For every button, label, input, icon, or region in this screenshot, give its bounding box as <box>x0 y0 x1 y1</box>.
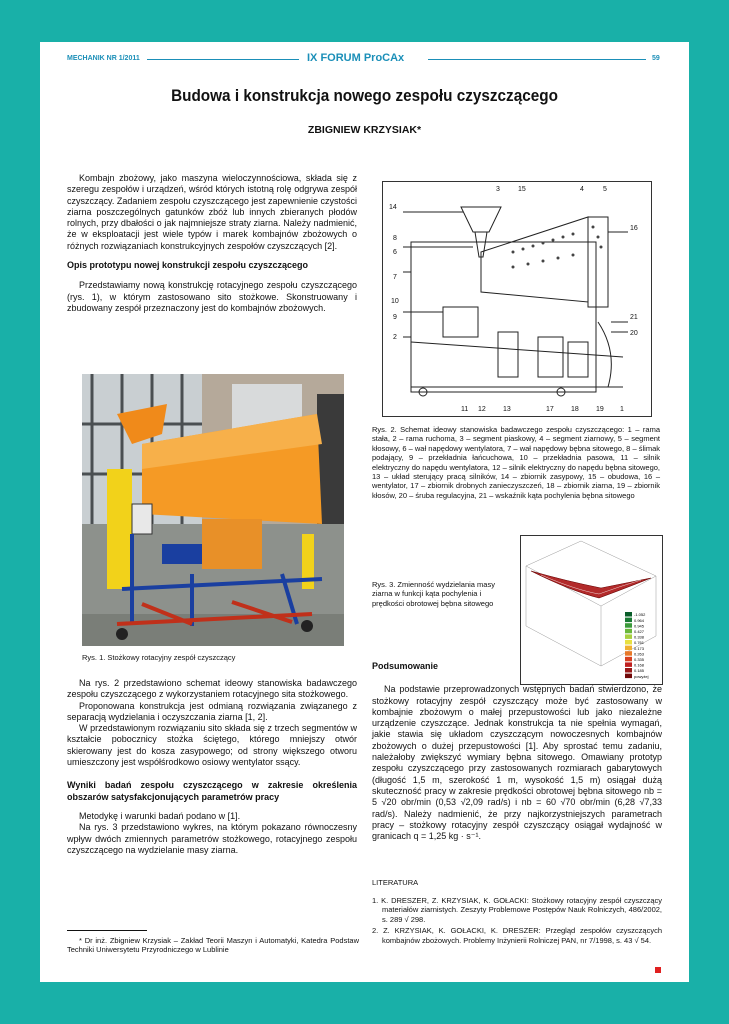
legend-swatch <box>625 612 632 617</box>
fig1-caption: Rys. 1. Stożkowy rotacyjny zespół czyszczący <box>82 653 236 662</box>
body-paragraph: Metodykę i warunki badań podano w [1]. <box>79 810 241 821</box>
fig2-label: 7 <box>393 274 397 281</box>
left-body <box>67 678 357 856</box>
fig2-label: 17 <box>546 406 554 413</box>
fig2-label: 5 <box>603 186 607 193</box>
legend-label: 0.338 <box>634 634 645 640</box>
fig2-label: 20 <box>630 330 638 337</box>
fig2-label: 15 <box>518 186 526 193</box>
legend-label: 0.964 <box>634 617 645 623</box>
fig2-label: 1 <box>620 406 624 413</box>
fig2-caption: Rys. 2. Schemat ideowy stanowiska badawczego zespołu czyszczącego: 1 – rama stała, 2 – rama ruchoma, 3 – segment piaskowy, 4 – segment ziarnowy, 5 – segment kłosowy, 6 – wał napędowy wentylatora, 7 – wał napędowy bębna sitowego, 8 – ślimak podający, 9 – przekładnia łańcuchowa, 10 – przekładnia pasowa, 11 – silnik elektryczny do napędu wentylatora, 12 – silnik elektryczny do napędu bębna sitowego, 13 – układ sterujący pracą silników, 14 – zbiornik zasypowy, 15 – obudowa, 16 – wentylator, 17 – zbiornik drobnych zanieczyszczeń, 18 – zbiornik ziarna, 19 – zbiornik kłosów, 20 – śruba regulacyjna, 21 – wskaźnik kąta pochylenia bębna sitowego <box>372 425 660 500</box>
fig2-label: 2 <box>393 334 397 341</box>
header-rule-right <box>428 59 646 60</box>
header-rule-left <box>147 59 299 60</box>
fig2-label: 3 <box>496 186 500 193</box>
reference-item: 2. Z. KRZYSIAK, K. GOŁACKI, K. DRESZER: Przegląd zespołów czyszczących kombajnów zbożowych. Problemy Inżynierii Rolniczej PAN, nr 7/1998, s. 43 √ 54. <box>372 926 662 945</box>
reference-item: 1. K. DRESZER, Z. KRZYSIAK, K. GOŁACKI: Stożkowy rotacyjny zespół czyszczący materiałów ziarnistych. Zeszyty Problemowe Postępów Nauk Rolniczych, 486/2002, s. 289 √ 298. <box>372 896 662 924</box>
fig2-label: 21 <box>630 314 638 321</box>
fig2-label: 14 <box>389 204 397 211</box>
article-author: ZBIGNIEW KRZYSIAK* <box>307 124 422 136</box>
body-paragraph: W przedstawionym rozwiązaniu sito składa się z trzech segmentów w kształcie pobocznicy stożka ściętego, którego mniejszy otwór skierowany jest do kosza zasypowego; od strony większego otworu umieszczony jest współśrodkowo osiowy wentylator ssący. <box>67 723 357 768</box>
legend-label: 0.173 <box>634 645 645 651</box>
legend-label: 0.185 <box>634 668 645 674</box>
legend-swatch <box>625 629 632 634</box>
fig2-label: 9 <box>393 314 397 321</box>
legend-swatch <box>625 640 632 645</box>
fig2-label: 18 <box>571 406 579 413</box>
fig2-label: 11 <box>461 406 469 413</box>
journal-page <box>40 42 689 982</box>
summary-text: Na podstawie przeprowadzonych wstępnych badań stwierdzono, że stożkowy rotacyjny zespół czyszczący może być zastosowany w kombajnie zbożowym o małej przepustowości lub jako niezależne urządzenie czyszczące. Jednak konstrukcja ta nie spełnia wymagań, jakie stawia się układom czyszczącym nowoczesnych kombajnów zbożowych o dużej przepustowości [1]. Aby sprostać temu zadaniu, należałoby zwiększyć wymiary bębna sitowego. Omawiany prototyp zespołu czyszczącego przy zastosowanych rozmiarach gabarytowych (długość 1,5 m, szerokość 1 m, wysokość 1,5 m) osiągał dużą skuteczność pracy w zakresie prędkości obrotowej bębna sitowego nb = 5 √20 obr/min (0,53 √2,09 rad/s) i nb = 60 √70 obr/min (6,28 √7,33 rad/s). Należy nadmienić, że przy najkorzystniejszych parametrach pracy – stożkowy rotacyjny zespół czyszczący osiągał wydajność w granicach q = 1,25 kg · s⁻¹. <box>372 684 662 842</box>
legend-label: 0.335 <box>634 657 645 662</box>
body-paragraph: Proponowana konstrukcja jest odmianą rozwiązania związanego z separacją wydzielania i oczyszczania ziarna [1, 2]. <box>67 700 357 722</box>
legend-label: 0.263 <box>634 651 645 657</box>
legend-label: 0.945 <box>634 623 645 629</box>
section1-text: Przedstawiamy nową konstrukcję rotacyjnego zespołu czyszczącego (rys. 1), w którym zastosowano sito stożkowe. Skonstruowany i zbudowany zespół przeznaczony jest do kombajnów zbożowych. <box>67 280 357 313</box>
fig2-label: 16 <box>630 225 638 232</box>
fig2-label: 13 <box>503 406 511 413</box>
page-number: 59 <box>652 55 660 62</box>
legend-label: -1.052 <box>634 612 646 618</box>
legend-label: 0.761 <box>634 640 645 646</box>
literature-heading: LITERATURA <box>372 878 419 887</box>
footnote: * Dr inż. Zbigniew Krzysiak – Zakład Teorii Maszyn i Automatyki, Katedra Podstaw Techniki Uniwersytetu Przyrodniczego w Lublinie <box>67 936 359 955</box>
reference-list <box>372 896 662 945</box>
fig2-label: 4 <box>580 186 584 193</box>
footnote-rule <box>67 930 147 931</box>
legend-swatch <box>625 634 632 639</box>
body-paragraph: Na rys. 2 przedstawiono schemat ideowy stanowiska badawczego zespołu czyszczącego z wykorzystaniem rotacyjnego sita stożkowego. <box>67 678 357 700</box>
end-mark-icon <box>655 967 661 973</box>
legend-label: 0.168 <box>634 662 645 668</box>
section2-heading: Wyniki badań zespołu czyszczącego w zakresie określenia obszarów satysfakcjonujących parametrów pracy <box>67 780 357 802</box>
intro-paragraph <box>67 173 357 314</box>
fig2-schematic <box>382 181 652 417</box>
fig2-label: 8 <box>393 235 397 242</box>
fig2-label: 12 <box>478 406 486 413</box>
fig2-label: 6 <box>393 249 397 256</box>
section1-heading: Opis prototypu nowej konstrukcji zespołu czyszczącego <box>67 260 309 271</box>
legend-label: powyżej <box>634 673 649 679</box>
fig2-label: 19 <box>596 406 604 413</box>
legend-swatch <box>625 651 632 656</box>
legend-swatch <box>625 646 632 651</box>
fig2-label: 10 <box>391 298 399 305</box>
legend-swatch <box>625 623 632 628</box>
legend-label: 0.427 <box>634 629 645 634</box>
summary-section <box>372 661 662 842</box>
journal-issue: MECHANIK NR 1/2011 <box>67 55 140 62</box>
fig3-caption: Rys. 3. Zmienność wydzielania masy ziarna w funkcji kąta pochylenia i prędkości obrotowej bębna sitowego <box>372 580 495 608</box>
body-paragraph: Na rys. 3 przedstawiono wykres, na którym pokazano równoczesny wpływ dwóch zmiennych parametrów stożkowego, rotacyjnego zespołu czyszczącego na wydzielanie masy ziarna. <box>67 822 357 855</box>
summary-heading: Podsumowanie <box>372 661 439 671</box>
fig1-photo <box>82 374 344 646</box>
legend-swatch <box>625 618 632 623</box>
article-title: Budowa i konstrukcja nowego zespołu czyszczącego <box>171 86 558 105</box>
forum-title: IX FORUM ProCAx <box>307 52 405 64</box>
intro-text: Kombajn zbożowy, jako maszyna wieloczynnościowa, składa się z szeregu zespołów i urządzeń, wśród których istotną rolę odgrywa zespół czyszczący. Zadaniem zespołu czyszczącego jest zapewnienie czystości ziarna poszczególnych gatunków zbóż lub innych zbieranych płodów rolnych, przy dbałości o jak najmniejsze straty ziarna. Należy nadmienić, że w eksploatacji jest wiele typów i marek kombajnów zbożowych o różnych rozwiązaniach konstrukcyjnych zespołów czyszczących [2]. <box>67 173 357 251</box>
